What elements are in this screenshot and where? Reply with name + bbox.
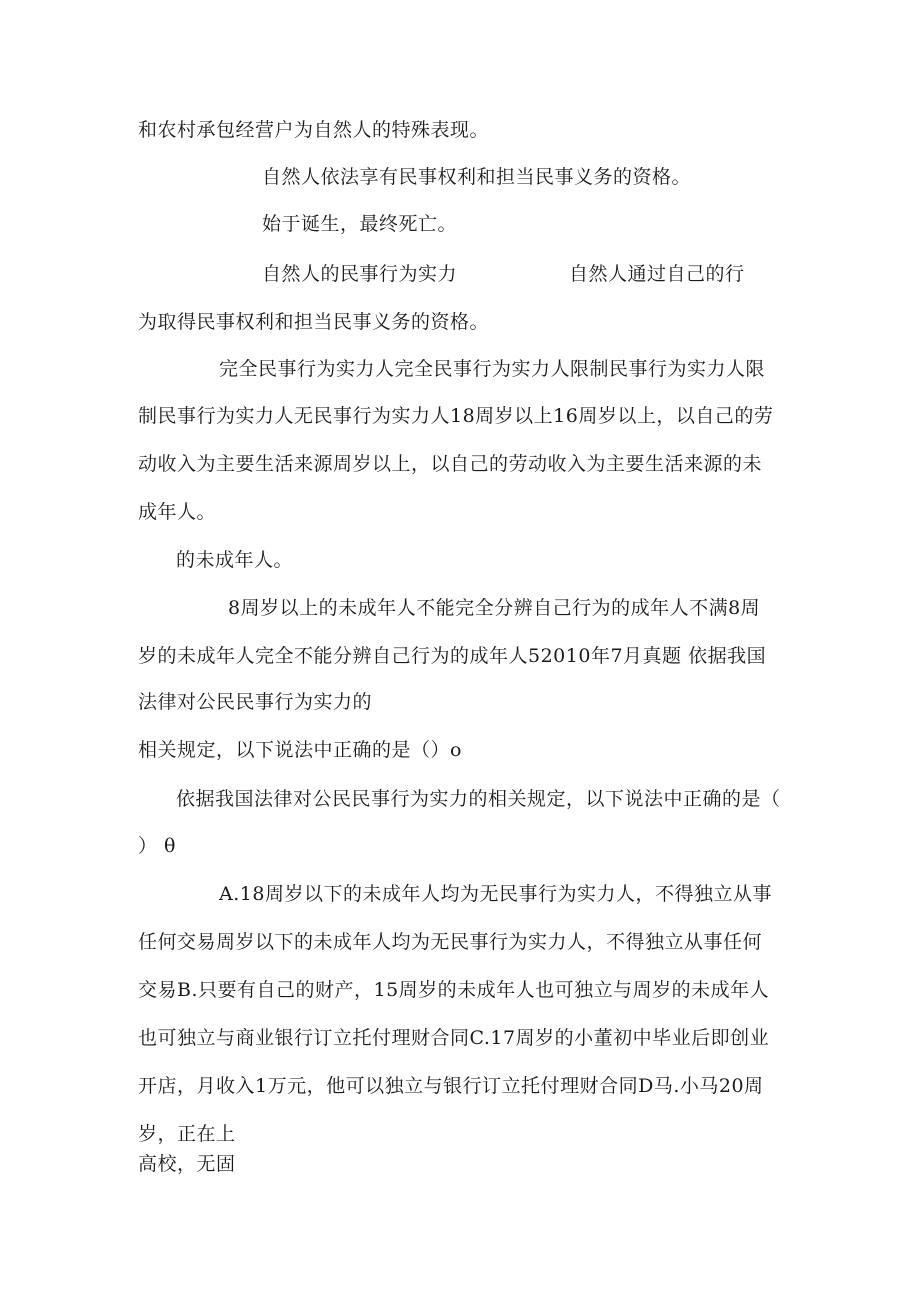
text-line: A.18周岁以下的未成年人均为无民事行为实力人，不得独立从事	[219, 883, 772, 905]
text-line: 法律对公民民事行为实力的	[138, 691, 373, 713]
text-line: 也可独立与商业银行订立托付理财合同C.17周岁的小董初中毕业后即创业	[138, 1027, 770, 1049]
text-line: 依据我国法律对公民民事行为实力的相关规定，以下说法中正确的是（	[176, 788, 781, 810]
text-line: 为取得民事权利和担当民事义务的资格。	[138, 311, 490, 333]
text-line: 完全民事行为实力人完全民事行为实力人限制民事行为实力人限	[219, 358, 766, 380]
text-segment: 自然人通过自己的行	[569, 263, 745, 285]
text-line: 岁，正在上	[138, 1123, 236, 1145]
text-line: 自然人依法享有民事权利和担当民事义务的资格。	[262, 166, 692, 188]
text-line: 的未成年人。	[176, 549, 294, 571]
text-line: 和农村承包经营户为自然人的特殊表现。	[138, 119, 490, 141]
text-line: ） θ	[138, 835, 176, 857]
text-line: 相关规定，以下说法中正确的是（）o	[138, 739, 462, 761]
text-line: 制民事行为实力人无民事行为实力人18周岁以上16周岁以上，以自己的劳	[138, 405, 774, 427]
text-line: 高校，无固	[138, 1153, 236, 1175]
text-line: 始于诞生，最终死亡。	[262, 213, 458, 235]
text-segment: 自然人的民事行为实力	[262, 263, 458, 285]
text-line	[262, 262, 745, 286]
text-line: 8周岁以上的未成年人不能完全分辨自己行为的成年人不满8周	[228, 597, 761, 619]
text-line: 成年人。	[138, 501, 217, 523]
text-line: 动收入为主要生活来源周岁以上，以自己的劳动收入为主要生活来源的未	[138, 453, 763, 475]
text-line: 开店，月收入1万元，他可以独立与银行订立托付理财合同D马.小马20周	[138, 1075, 764, 1097]
text-line: 岁的未成年人完全不能分辨自己行为的成年人52010年7月真题 依据我国	[138, 645, 767, 667]
text-line: 任何交易周岁以下的未成年人均为无民事行为实力人，不得独立从事任何	[138, 931, 763, 953]
text-line: 交易B.只要有自己的财产，15周岁的未成年人也可独立与周岁的未成年人	[138, 979, 770, 1001]
